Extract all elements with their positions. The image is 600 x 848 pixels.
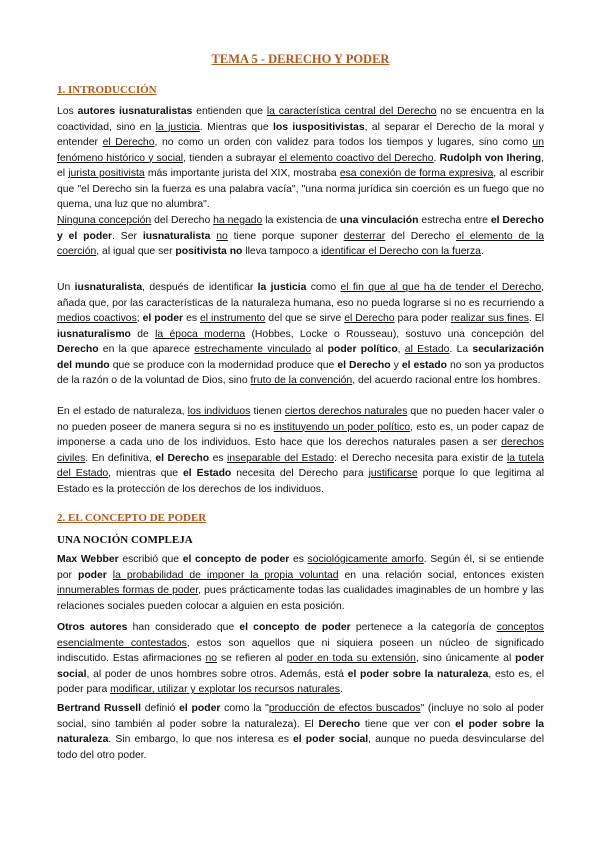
- bold-text: Otros autores: [57, 622, 128, 633]
- text-run: en una relación social, entonces existen: [338, 569, 544, 581]
- underlined-text: modificar, utilizar y explotar los recursos naturales: [110, 684, 340, 695]
- text-run: se refieren al: [217, 653, 287, 664]
- underlined-text: fruto de la convención: [250, 375, 353, 386]
- text-run: escribió que: [118, 554, 183, 565]
- text-run: , no como un orden con validez para todos los tiempos y lugares, sino como: [154, 137, 533, 148]
- bold-text: la justicia: [257, 282, 307, 293]
- underlined-text: la característica central del Derecho: [266, 106, 437, 117]
- underlined-text: el Derecho: [344, 313, 395, 324]
- text-run: En el estado de naturaleza,: [57, 406, 188, 417]
- section-heading-concepto-de-poder: 2. EL CONCEPTO DE PODER: [57, 512, 207, 524]
- text-run: .: [433, 152, 440, 164]
- underlined-text: el elemento coactivo del Derecho: [278, 152, 434, 164]
- underlined-text: sociológicamente amorfo: [307, 554, 424, 565]
- text-run: en la que aparece: [98, 344, 195, 355]
- subsection-heading: UNA NOCIÓN COMPLEJA: [57, 534, 193, 546]
- bold-text: el poder: [179, 703, 221, 714]
- text-run: , esto es, el poder para: [57, 668, 545, 695]
- bold-text: el Derecho y el poder: [57, 215, 544, 242]
- bold-text: positivista: [175, 246, 227, 257]
- text-run: Los: [57, 106, 78, 117]
- underlined-text: medios coactivos: [57, 313, 137, 324]
- text-run: , añada que, por las características de la naturaleza humana, eso no pueda lograrse si no es recurriendo a: [57, 282, 545, 309]
- text-run: . Mientras que: [199, 121, 274, 133]
- underlined-text: desterrar: [343, 230, 386, 242]
- text-run: . La: [449, 344, 473, 355]
- text-run: definió: [141, 703, 180, 714]
- text-run: no son ya productos de la razón o de la voluntad de Dios, sino: [57, 359, 544, 386]
- text-run: . Sin embargo, lo que nos interesa es: [108, 734, 294, 745]
- underlined-text: jurista positivista: [68, 168, 145, 179]
- underlined-text: la probabilidad de imponer la propia voluntad: [112, 569, 339, 581]
- text-run: , esto es, un poder capaz de imponerse a cada uno de los individuos. Esto hace que los derechos naturales pasen a ser: [57, 421, 545, 448]
- text-run: lleva tampoco a: [242, 246, 321, 257]
- underlined-text: inseparable del Estado: [227, 452, 334, 464]
- bold-text: el Estado: [183, 468, 232, 479]
- text-run: , pues prácticamente todas las cualidades imaginables de un hombre y las relaciones sociales pueden colocar a alguien en esta posición.: [57, 585, 545, 612]
- text-run: (Hobbes, Locke o Rousseau), sostuvo una concepción del: [245, 328, 544, 340]
- bold-text: Max Webber: [57, 554, 119, 565]
- underlined-text: el Derecho: [102, 137, 155, 148]
- bold-text: iusnaturalista: [74, 282, 143, 293]
- text-run: del que se sirve: [265, 313, 345, 324]
- text-run: . En definitiva,: [85, 452, 156, 464]
- text-run: no se encuentra en la coactividad, sino en: [57, 106, 545, 133]
- bold-text: el poder sobre la naturaleza: [57, 718, 545, 745]
- underlined-text: ciertos derechos naturales: [284, 406, 408, 417]
- text-run: entienden que: [192, 106, 267, 117]
- bold-text: el poder: [142, 313, 184, 324]
- underlined-text: ha negado: [213, 215, 263, 226]
- bold-text: secularización del mundo: [57, 344, 544, 371]
- text-run: .: [340, 684, 343, 695]
- bold-text: el Derecho: [155, 452, 210, 464]
- bold-text: iusnaturalismo: [57, 328, 131, 340]
- text-run: , aunque no pueda desvincularse del todo del otro poder.: [57, 734, 545, 761]
- bold-text: el poder sobre la naturaleza: [347, 668, 489, 680]
- underlined-text: producción de efectos buscados: [268, 703, 421, 714]
- underlined-text: Ninguna concepción: [57, 215, 152, 226]
- text-run: es: [209, 452, 228, 464]
- text-run: que se produce con la modernidad produce que: [109, 359, 338, 371]
- text-run: , del acuerdo racional entre los hombres.: [352, 375, 541, 386]
- bold-text: una vinculación: [339, 215, 419, 226]
- text-run: , el: [57, 152, 545, 179]
- text-run: ;: [136, 313, 143, 324]
- bold-text: no: [229, 246, 243, 257]
- text-run: como la ": [220, 703, 269, 714]
- underlined-text: al Estado: [404, 344, 450, 355]
- text-run: , después de identificar: [142, 282, 258, 293]
- text-run: . Ser: [112, 230, 143, 242]
- paragraph-6: [57, 620, 544, 698]
- underlined-text: el instrumento: [200, 313, 266, 324]
- text-run: , sino únicamente al: [415, 653, 516, 664]
- underlined-text: estrechamente vinculado: [194, 344, 312, 355]
- text-run: de: [130, 328, 156, 340]
- bold-text: el estado: [401, 359, 447, 371]
- bold-text: Bertrand Russell: [57, 703, 142, 714]
- text-run: . El: [528, 313, 545, 324]
- underlined-text: innumerables formas de poder: [57, 585, 199, 596]
- bold-text: Rudolph von Ihering: [439, 152, 542, 164]
- text-run: es: [289, 554, 308, 565]
- text-run: , al escribir que "el Derecho sin la fuerza es una palabra vacía", "una norma jurídica sin coerción es un fuego que no quema, una luz que no alumbra".: [57, 168, 544, 210]
- bold-text: Derecho: [318, 718, 361, 730]
- text-run: para poder: [394, 313, 451, 324]
- text-run: es: [183, 313, 200, 324]
- paragraph-5: [57, 552, 544, 614]
- text-run: " (incluye no solo al poder social, sino también al poder sobre la naturaleza). El: [57, 703, 544, 730]
- text-run: pertenece a la categoría de: [350, 622, 497, 633]
- text-run: .: [480, 246, 484, 257]
- bold-text: el poder social: [293, 734, 369, 745]
- bold-text: iusnaturalista: [142, 230, 211, 242]
- text-run: han considerado que: [127, 622, 240, 633]
- text-run: más importante jurista del XIX, mostraba: [144, 168, 340, 179]
- text-run: y: [390, 359, 402, 371]
- text-run: tiene porque suponer: [227, 230, 344, 242]
- paragraph-2: [57, 213, 544, 260]
- section-heading-introduccion: 1. INTRODUCCIÓN: [57, 84, 157, 96]
- underlined-text: el fin que al que ha de tender el Derecho: [340, 282, 542, 293]
- bold-text: autores iusnaturalistas: [77, 106, 193, 117]
- underlined-text: conceptos esencialmente contestados: [57, 622, 544, 649]
- text-run: necesita del Derecho para: [231, 468, 369, 479]
- paragraph-4: [57, 404, 544, 497]
- text-run: que no pueden hacer valer o no pueden poseer de manera segura si no es: [57, 406, 544, 433]
- text-run: estrecha entre: [418, 215, 491, 226]
- paragraph-7: [57, 701, 544, 763]
- text-run: tiene que ver con: [360, 718, 456, 730]
- underlined-text: la tutela del Estado: [57, 452, 544, 479]
- bold-text: los iuspositivistas: [273, 121, 365, 133]
- underlined-text: instituyendo un poder político: [273, 421, 411, 433]
- text-run: del Derecho: [385, 230, 456, 242]
- bold-text: poder político: [327, 344, 398, 355]
- underlined-text: no: [205, 653, 217, 664]
- underlined-text: la época moderna: [155, 328, 246, 340]
- bold-text: poder: [77, 569, 107, 581]
- text-run: , al poder de unos hombres sobre otros. Además, está: [86, 668, 348, 680]
- underlined-text: derechos civiles: [57, 437, 544, 464]
- text-run: , tienden a subrayar: [183, 152, 279, 164]
- text-run: como: [306, 282, 341, 293]
- underlined-text: un fenómeno histórico y social: [57, 137, 544, 164]
- text-run: la existencia de: [262, 215, 340, 226]
- underlined-text: realizar sus fines: [450, 313, 529, 324]
- bold-text: el concepto de poder: [182, 554, 290, 565]
- paragraph-1: [57, 104, 544, 213]
- text-run: porque lo que legitima al Estado es la protección de los derechos de los individuos.: [57, 468, 544, 495]
- text-run: tienen: [250, 406, 285, 417]
- bold-text: el concepto de poder: [239, 622, 351, 633]
- bold-text: Derecho: [57, 344, 99, 355]
- text-run: , mientras que: [108, 468, 184, 479]
- paragraph-3: [57, 280, 544, 389]
- text-run: , al igual que ser: [96, 246, 176, 257]
- underlined-text: esa conexión de forma expresiva: [339, 168, 494, 179]
- text-run: , al separar el Derecho de la moral y entender: [57, 121, 544, 148]
- bold-text: poder social: [57, 653, 544, 680]
- text-run: . Según él, si se entiende por: [57, 554, 545, 581]
- text-run: al: [311, 344, 328, 355]
- underlined-text: la justicia: [155, 121, 200, 133]
- text-run: , estos son aquellos que ni siquiera poseen un núcleo de significado indiscutido. Estas afirmaciones: [57, 637, 544, 664]
- text-run: Un: [57, 282, 75, 293]
- underlined-text: justificarse: [368, 468, 418, 479]
- underlined-text: poder en toda su extensión: [286, 653, 416, 664]
- underlined-text: los individuos: [187, 406, 251, 417]
- page-title: TEMA 5 - DERECHO Y PODER: [211, 52, 390, 66]
- text-run: : el Derecho necesita para existir de: [334, 452, 507, 464]
- underlined-text: el elemento de la coerción: [57, 230, 544, 257]
- underlined-text: no: [216, 230, 228, 242]
- bold-text: el Derecho: [337, 359, 391, 371]
- text-run: ,: [397, 344, 405, 355]
- underlined-text: identificar el Derecho con la fuerza: [320, 246, 481, 257]
- text-run: del Derecho: [151, 215, 214, 226]
